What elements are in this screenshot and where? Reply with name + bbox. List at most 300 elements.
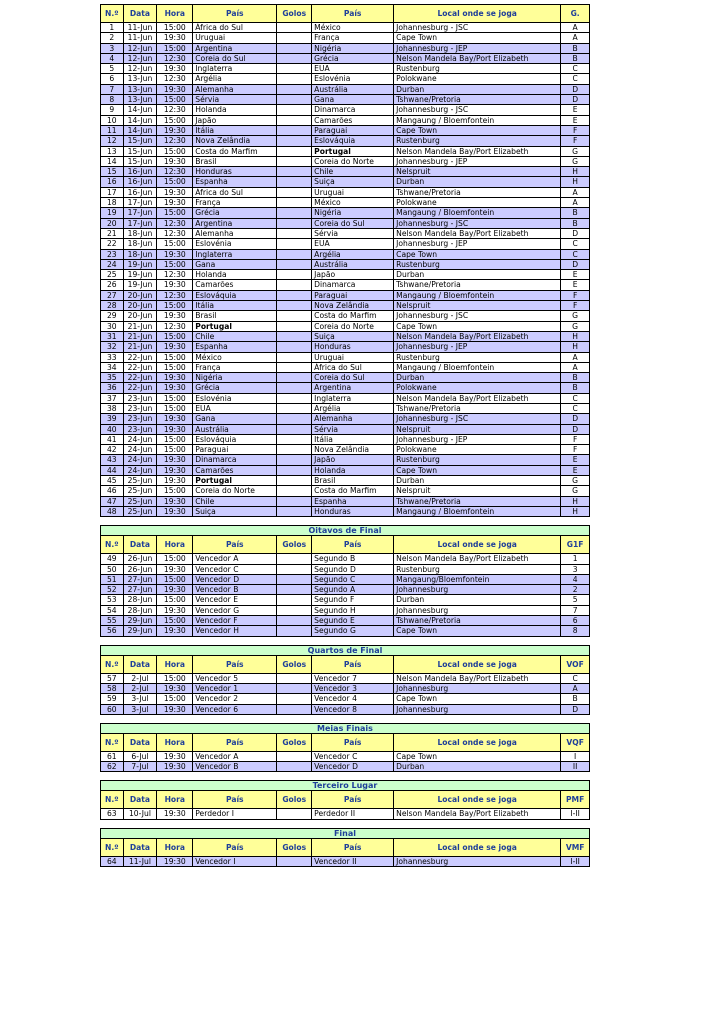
- cell-goals[interactable]: [277, 177, 312, 187]
- cell-group: C: [561, 64, 590, 74]
- cell-team-home: Brasil: [193, 311, 277, 321]
- cell-goals[interactable]: [277, 403, 312, 413]
- table-row: [101, 554, 590, 564]
- cell-time: 15:00: [157, 673, 193, 683]
- cell-team-away: Eslovénia: [312, 74, 394, 84]
- cell-group: B: [561, 373, 590, 383]
- cell-goals[interactable]: [277, 486, 312, 496]
- cell-team-home: Chile: [193, 496, 277, 506]
- cell-time: 19:30: [157, 280, 193, 290]
- cell-goals[interactable]: [277, 280, 312, 290]
- column-header-venue: Local onde se joga: [394, 733, 561, 751]
- cell-venue: Johannesburg - JEP: [394, 239, 561, 249]
- cell-venue: Tshwane/Pretoria: [394, 616, 561, 626]
- cell-team-home: Vencedor D: [193, 574, 277, 584]
- cell-goals[interactable]: [277, 476, 312, 486]
- cell-group: A: [561, 362, 590, 372]
- cell-goals[interactable]: [277, 84, 312, 94]
- cell-match-number: 28: [101, 301, 124, 311]
- cell-time: 19:30: [157, 373, 193, 383]
- cell-match-number: 38: [101, 403, 124, 413]
- cell-date: 11-Jul: [123, 856, 157, 866]
- fixtures-sheet: [100, 0, 590, 867]
- table-row: [101, 84, 590, 94]
- cell-venue: Johannesburg: [394, 683, 561, 693]
- cell-venue: Cape Town: [394, 125, 561, 135]
- table-row: [101, 455, 590, 465]
- cell-venue: Nelson Mandela Bay/Port Elizabeth: [394, 331, 561, 341]
- table-row: [101, 95, 590, 105]
- cell-team-away: Honduras: [312, 342, 394, 352]
- cell-match-number: 17: [101, 187, 124, 197]
- cell-match-number: 23: [101, 249, 124, 259]
- cell-goals[interactable]: [277, 167, 312, 177]
- table-row: [101, 177, 590, 187]
- cell-venue: Durban: [394, 476, 561, 486]
- cell-match-number: 62: [101, 762, 124, 772]
- cell-goals[interactable]: [277, 218, 312, 228]
- column-header-time: Hora: [157, 655, 193, 673]
- cell-match-number: 52: [101, 585, 124, 595]
- cell-match-number: 21: [101, 228, 124, 238]
- cell-goals[interactable]: [277, 673, 312, 683]
- cell-time: 15:00: [157, 331, 193, 341]
- table-row: [101, 270, 590, 280]
- cell-group: G: [561, 486, 590, 496]
- table-row: [101, 167, 590, 177]
- column-header-team-away: País: [312, 655, 394, 673]
- cell-team-away: Perdedor II: [312, 809, 394, 819]
- cell-team-away: México: [312, 23, 394, 33]
- cell-time: 19:30: [157, 383, 193, 393]
- cell-group: B: [561, 694, 590, 704]
- cell-goals[interactable]: [277, 585, 312, 595]
- cell-goals[interactable]: [277, 595, 312, 605]
- cell-goals[interactable]: [277, 64, 312, 74]
- table-row: [101, 424, 590, 434]
- cell-goals[interactable]: [277, 424, 312, 434]
- cell-goals[interactable]: [277, 187, 312, 197]
- cell-date: 11-Jun: [123, 33, 157, 43]
- cell-match-number: 43: [101, 455, 124, 465]
- cell-goals[interactable]: [277, 414, 312, 424]
- cell-date: 24-Jun: [123, 465, 157, 475]
- cell-goals[interactable]: [277, 762, 312, 772]
- cell-match-number: 15: [101, 167, 124, 177]
- cell-team-home: Grécia: [193, 208, 277, 218]
- cell-date: 2-Jul: [123, 683, 157, 693]
- cell-venue: Johannesburg - JSC: [394, 218, 561, 228]
- cell-match-number: 60: [101, 704, 124, 714]
- cell-goals[interactable]: [277, 270, 312, 280]
- cell-time: 15:00: [157, 239, 193, 249]
- table-row: [101, 373, 590, 383]
- column-header-team-away: País: [312, 733, 394, 751]
- cell-venue: Johannesburg - JEP: [394, 156, 561, 166]
- cell-group: 4: [561, 574, 590, 584]
- cell-team-away: Segundo A: [312, 585, 394, 595]
- cell-group: H: [561, 167, 590, 177]
- cell-match-number: 57: [101, 673, 124, 683]
- cell-goals[interactable]: [277, 564, 312, 574]
- cell-goals[interactable]: [277, 95, 312, 105]
- cell-venue: Nelson Mandela Bay/Port Elizabeth: [394, 146, 561, 156]
- cell-goals[interactable]: [277, 33, 312, 43]
- cell-team-home: Alemanha: [193, 228, 277, 238]
- cell-team-home: Costa do Marfim: [193, 146, 277, 156]
- cell-group: A: [561, 352, 590, 362]
- cell-team-home: Espanha: [193, 342, 277, 352]
- cell-time: 19:30: [157, 809, 193, 819]
- table-row: [101, 33, 590, 43]
- cell-venue: Durban: [394, 177, 561, 187]
- cell-goals[interactable]: [277, 809, 312, 819]
- cell-venue: Tshwane/Pretoria: [394, 496, 561, 506]
- cell-team-away: Eslováquia: [312, 136, 394, 146]
- column-header-team-home: País: [193, 733, 277, 751]
- cell-venue: Durban: [394, 270, 561, 280]
- cell-team-away: Segundo D: [312, 564, 394, 574]
- stage-title: Meias Finais: [100, 723, 590, 733]
- cell-venue: Cape Town: [394, 626, 561, 636]
- cell-time: 19:30: [157, 751, 193, 761]
- cell-team-away: Austrália: [312, 84, 394, 94]
- cell-match-number: 3: [101, 43, 124, 53]
- cell-venue: Tshwane/Pretoria: [394, 403, 561, 413]
- column-header-team-home: País: [193, 536, 277, 554]
- cell-group: D: [561, 95, 590, 105]
- cell-goals[interactable]: [277, 259, 312, 269]
- cell-group: E: [561, 105, 590, 115]
- cell-venue: Tshwane/Pretoria: [394, 95, 561, 105]
- column-header-match-number: N.º: [101, 791, 124, 809]
- cell-team-home: Espanha: [193, 177, 277, 187]
- cell-team-away: Nigéria: [312, 43, 394, 53]
- cell-goals[interactable]: [277, 616, 312, 626]
- cell-goals[interactable]: [277, 574, 312, 584]
- table-row: [101, 64, 590, 74]
- cell-venue: Mangaung / Bloemfontein: [394, 115, 561, 125]
- cell-date: 24-Jun: [123, 434, 157, 444]
- cell-goals[interactable]: [277, 445, 312, 455]
- cell-goals[interactable]: [277, 704, 312, 714]
- cell-venue: Durban: [394, 595, 561, 605]
- cell-goals[interactable]: [277, 43, 312, 53]
- table-row: [101, 585, 590, 595]
- cell-match-number: 53: [101, 595, 124, 605]
- cell-team-home: Dinamarca: [193, 455, 277, 465]
- cell-date: 2-Jul: [123, 673, 157, 683]
- cell-group: E: [561, 465, 590, 475]
- table-row: [101, 208, 590, 218]
- cell-date: 22-Jun: [123, 383, 157, 393]
- cell-venue: Mangaung / Bloemfontein: [394, 362, 561, 372]
- stage-table: [100, 535, 590, 636]
- cell-group: G: [561, 156, 590, 166]
- cell-team-away: Segundo E: [312, 616, 394, 626]
- cell-time: 15:00: [157, 574, 193, 584]
- column-header-date: Data: [123, 5, 157, 23]
- cell-match-number: 9: [101, 105, 124, 115]
- table-row: [101, 53, 590, 63]
- cell-group: D: [561, 704, 590, 714]
- cell-venue: Mangaung/Bloemfontein: [394, 574, 561, 584]
- cell-time: 19:30: [157, 198, 193, 208]
- cell-team-home: Coreia do Norte: [193, 486, 277, 496]
- column-header-goals: Golos: [277, 791, 312, 809]
- cell-team-away: Paraguai: [312, 125, 394, 135]
- cell-group: 3: [561, 564, 590, 574]
- cell-team-away: Dinamarca: [312, 105, 394, 115]
- cell-goals[interactable]: [277, 321, 312, 331]
- cell-team-home: Vencedor A: [193, 554, 277, 564]
- cell-team-away: Vencedor C: [312, 751, 394, 761]
- cell-goals[interactable]: [277, 105, 312, 115]
- table-row: [101, 280, 590, 290]
- cell-goals[interactable]: [277, 23, 312, 33]
- cell-team-home: França: [193, 362, 277, 372]
- cell-group: 6: [561, 616, 590, 626]
- cell-goals[interactable]: [277, 290, 312, 300]
- cell-team-away: Chile: [312, 167, 394, 177]
- cell-group: A: [561, 198, 590, 208]
- cell-match-number: 20: [101, 218, 124, 228]
- cell-time: 15:00: [157, 259, 193, 269]
- cell-goals[interactable]: [277, 683, 312, 693]
- cell-venue: Durban: [394, 84, 561, 94]
- cell-time: 15:00: [157, 177, 193, 187]
- cell-group: F: [561, 125, 590, 135]
- cell-goals[interactable]: [277, 342, 312, 352]
- cell-goals[interactable]: [277, 208, 312, 218]
- cell-venue: Johannesburg - JEP: [394, 43, 561, 53]
- cell-team-away: EUA: [312, 64, 394, 74]
- cell-time: 19:30: [157, 424, 193, 434]
- cell-date: 17-Jun: [123, 198, 157, 208]
- cell-goals[interactable]: [277, 506, 312, 516]
- cell-date: 20-Jun: [123, 290, 157, 300]
- cell-goals[interactable]: [277, 751, 312, 761]
- cell-team-away: EUA: [312, 239, 394, 249]
- cell-team-away: Sérvia: [312, 228, 394, 238]
- cell-goals[interactable]: [277, 496, 312, 506]
- table-row: [101, 115, 590, 125]
- cell-venue: Rustenburg: [394, 259, 561, 269]
- cell-time: 19:30: [157, 762, 193, 772]
- table-row: [101, 352, 590, 362]
- cell-date: 14-Jun: [123, 105, 157, 115]
- cell-date: 23-Jun: [123, 393, 157, 403]
- cell-goals[interactable]: [277, 228, 312, 238]
- cell-goals[interactable]: [277, 125, 312, 135]
- table-row: [101, 496, 590, 506]
- cell-venue: Johannesburg - JEP: [394, 342, 561, 352]
- cell-time: 19:30: [157, 311, 193, 321]
- cell-team-home: Vencedor B: [193, 585, 277, 595]
- cell-goals[interactable]: [277, 115, 312, 125]
- cell-venue: Tshwane/Pretoria: [394, 280, 561, 290]
- cell-group: I-II: [561, 856, 590, 866]
- cell-team-home: Vencedor G: [193, 605, 277, 615]
- cell-date: 12-Jun: [123, 43, 157, 53]
- cell-venue: Polokwane: [394, 74, 561, 84]
- cell-goals[interactable]: [277, 434, 312, 444]
- cell-team-away: Uruguai: [312, 352, 394, 362]
- cell-date: 27-Jun: [123, 585, 157, 595]
- table-row: [101, 809, 590, 819]
- cell-goals[interactable]: [277, 362, 312, 372]
- cell-team-home: Itália: [193, 125, 277, 135]
- table-row: [101, 486, 590, 496]
- cell-team-home: Coreia do Sul: [193, 53, 277, 63]
- cell-team-away: Nova Zelândia: [312, 301, 394, 311]
- cell-group: A: [561, 683, 590, 693]
- table-row: [101, 239, 590, 249]
- cell-date: 26-Jun: [123, 554, 157, 564]
- cell-match-number: 22: [101, 239, 124, 249]
- cell-team-home: Holanda: [193, 105, 277, 115]
- cell-goals[interactable]: [277, 198, 312, 208]
- cell-goals[interactable]: [277, 373, 312, 383]
- cell-goals[interactable]: [277, 249, 312, 259]
- cell-group: A: [561, 23, 590, 33]
- table-row: [101, 434, 590, 444]
- cell-team-home: Gana: [193, 414, 277, 424]
- table-row: [101, 616, 590, 626]
- cell-match-number: 64: [101, 856, 124, 866]
- stage-title: Terceiro Lugar: [100, 780, 590, 790]
- cell-date: 22-Jun: [123, 362, 157, 372]
- cell-time: 12:30: [157, 228, 193, 238]
- cell-venue: Polokwane: [394, 383, 561, 393]
- cell-group: D: [561, 228, 590, 238]
- table-header-row: [101, 733, 590, 751]
- cell-team-away: Coreia do Sul: [312, 373, 394, 383]
- column-header-date: Data: [123, 838, 157, 856]
- cell-venue: Rustenburg: [394, 136, 561, 146]
- cell-goals[interactable]: [277, 383, 312, 393]
- cell-time: 19:30: [157, 476, 193, 486]
- cell-goals[interactable]: [277, 856, 312, 866]
- cell-goals[interactable]: [277, 626, 312, 636]
- cell-goals[interactable]: [277, 301, 312, 311]
- cell-match-number: 54: [101, 605, 124, 615]
- cell-group: F: [561, 136, 590, 146]
- stage-title: Quartos de Final: [100, 645, 590, 655]
- cell-goals[interactable]: [277, 465, 312, 475]
- cell-match-number: 31: [101, 331, 124, 341]
- cell-time: 19:30: [157, 64, 193, 74]
- cell-date: 15-Jun: [123, 146, 157, 156]
- cell-match-number: 33: [101, 352, 124, 362]
- cell-goals[interactable]: [277, 352, 312, 362]
- cell-time: 15:00: [157, 352, 193, 362]
- cell-team-home: Inglaterra: [193, 249, 277, 259]
- cell-team-home: Chile: [193, 331, 277, 341]
- cell-team-home: Vencedor I: [193, 856, 277, 866]
- cell-time: 19:30: [157, 465, 193, 475]
- cell-time: 15:00: [157, 694, 193, 704]
- cell-goals[interactable]: [277, 694, 312, 704]
- column-header-venue: Local onde se joga: [394, 838, 561, 856]
- cell-team-home: Argentina: [193, 218, 277, 228]
- cell-goals[interactable]: [277, 156, 312, 166]
- cell-time: 19:30: [157, 683, 193, 693]
- cell-team-away: Grécia: [312, 53, 394, 63]
- cell-venue: Johannesburg - JSC: [394, 105, 561, 115]
- cell-goals[interactable]: [277, 74, 312, 84]
- cell-goals[interactable]: [277, 146, 312, 156]
- cell-group: C: [561, 403, 590, 413]
- cell-goals[interactable]: [277, 554, 312, 564]
- cell-match-number: 14: [101, 156, 124, 166]
- cell-group: A: [561, 33, 590, 43]
- column-header-time: Hora: [157, 838, 193, 856]
- cell-goals[interactable]: [277, 239, 312, 249]
- cell-group: C: [561, 249, 590, 259]
- column-header-team-home: País: [193, 791, 277, 809]
- cell-match-number: 35: [101, 373, 124, 383]
- table-row: [101, 249, 590, 259]
- cell-team-away: Uruguai: [312, 187, 394, 197]
- cell-goals[interactable]: [277, 53, 312, 63]
- cell-team-away: Coreia do Norte: [312, 156, 394, 166]
- cell-group: G: [561, 476, 590, 486]
- table-row: [101, 146, 590, 156]
- cell-match-number: 24: [101, 259, 124, 269]
- cell-goals[interactable]: [277, 455, 312, 465]
- cell-team-away: Alemanha: [312, 414, 394, 424]
- cell-team-home: Eslovénia: [193, 393, 277, 403]
- table-row: [101, 704, 590, 714]
- cell-goals[interactable]: [277, 311, 312, 321]
- cell-team-home: Gana: [193, 259, 277, 269]
- cell-date: 3-Jul: [123, 694, 157, 704]
- table-row: [101, 393, 590, 403]
- cell-goals[interactable]: [277, 331, 312, 341]
- table-row: [101, 476, 590, 486]
- cell-date: 15-Jun: [123, 136, 157, 146]
- column-header-time: Hora: [157, 5, 193, 23]
- cell-time: 15:00: [157, 115, 193, 125]
- cell-match-number: 61: [101, 751, 124, 761]
- cell-team-away: Vencedor 3: [312, 683, 394, 693]
- cell-group: 1: [561, 554, 590, 564]
- cell-team-away: Segundo G: [312, 626, 394, 636]
- cell-group: D: [561, 84, 590, 94]
- cell-time: 15:00: [157, 301, 193, 311]
- cell-time: 12:30: [157, 218, 193, 228]
- cell-match-number: 13: [101, 146, 124, 156]
- cell-goals[interactable]: [277, 605, 312, 615]
- table-row: [101, 342, 590, 352]
- cell-goals[interactable]: [277, 136, 312, 146]
- cell-time: 12:30: [157, 74, 193, 84]
- cell-time: 19:30: [157, 856, 193, 866]
- cell-team-away: Argélia: [312, 249, 394, 259]
- column-header-team-away: País: [312, 791, 394, 809]
- cell-date: 26-Jun: [123, 564, 157, 574]
- cell-goals[interactable]: [277, 393, 312, 403]
- cell-match-number: 27: [101, 290, 124, 300]
- cell-venue: Durban: [394, 373, 561, 383]
- cell-team-home: Eslováquia: [193, 434, 277, 444]
- table-row: [101, 198, 590, 208]
- cell-venue: Nelson Mandela Bay/Port Elizabeth: [394, 53, 561, 63]
- stage-table: [100, 790, 590, 819]
- table-row: [101, 105, 590, 115]
- stage-section: [100, 723, 590, 773]
